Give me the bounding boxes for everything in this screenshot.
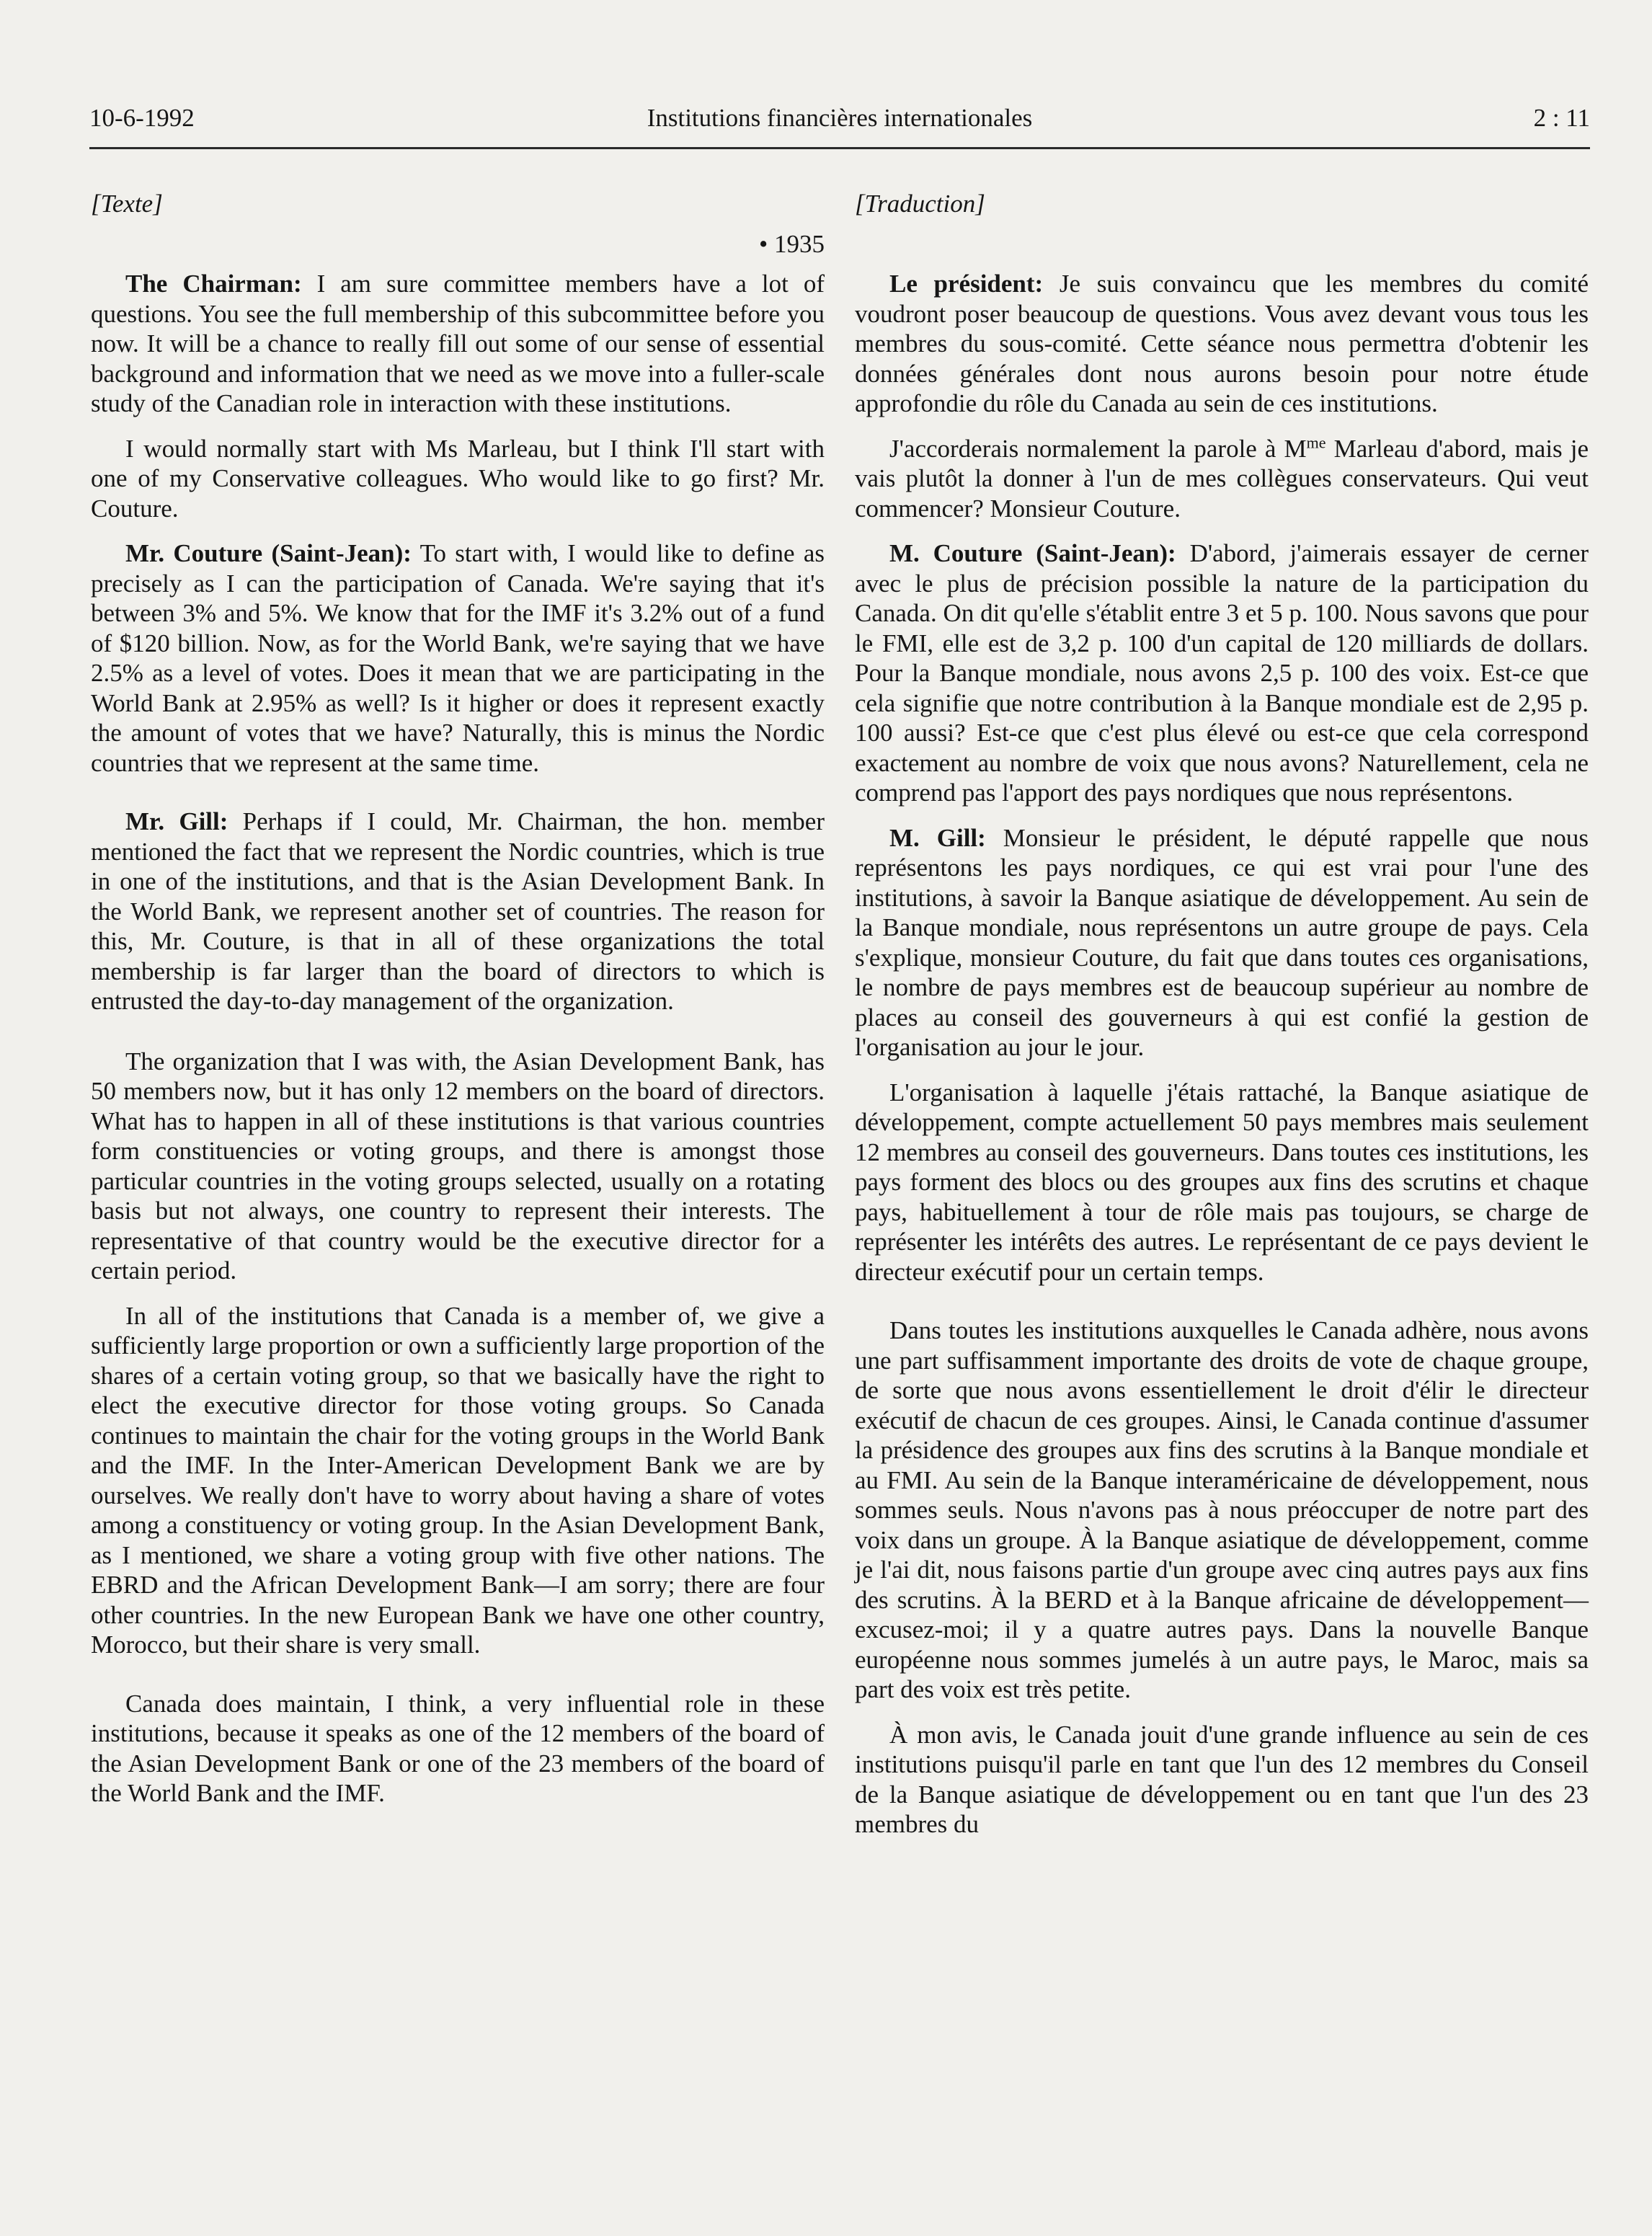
superscript: me [1306,432,1326,451]
paragraph [91,538,825,778]
paragraph-text: Je suis convaincu que les membres du comité voudront poser beaucoup de questions. Vous avez devant vous tous les membres du sous-comité. Cette séance nous permettra d'obtenir les données générales dont nous aurons besoin pour notre étude approfondie du rôle du Canada au sein de ces institutions. [855,270,1589,417]
paragraph: Dans toutes les institutions auxquelles le Canada adhère, nous avons une part suffisamment importante des droits de vote de chaque groupe, de sorte que nous avons essentiellement le droit d'élir le directeur exécutif de chacun de ces groupes. Ainsi, le Canada continue d'assumer la présidence des groupes aux fins des scrutins à la Banque mondiale et au FMI. Au sein de la Banque interaméricaine de développement, nous sommes seuls. Nous n'avons pas à nous préoccuper de notre part des voix dans un groupe. À la Banque asiatique de développement, comme je l'ai dit, nous faisons partie d'un groupe avec cinq autres pays aux fins des scrutins. À la BERD et à la Banque africaine de développement—excusez-moi; il y a quatre autres pays. Dans la nouvelle Banque européenne nous sommes jumelés à un autre pays, le Maroc, mais sa part des voix est très petite. [855,1316,1589,1703]
speaker-name: Mr. Couture (Saint-Jean): [125,539,412,567]
paragraph: L'organisation à laquelle j'étais rattaché, la Banque asiatique de développement, compte actuellement 50 pays membres mais seulement 12 membres au conseil des gouverneurs. Dans toutes ces institutions, les pays forment des blocs ou des groupes aux fins des scrutins et chaque pays, habituellement à tour de rôle mais pas toujours, se charge de représenter les intérêts des autres. Le représentant de ce pays devient le directeur exécutif pour un certain temps. [855,1078,1589,1286]
paragraph: In all of the institutions that Canada is a member of, we give a sufficiently large proportion or own a sufficiently large proportion of the shares of a certain voting group, so that we basically have the right to elect the executive director for those voting groups. So Canada continues to maintain the chair for the voting groups in the World Bank and the IMF. In the Inter-American Development Bank we are by ourselves. We really don't have to worry about having a share of votes among a constituency or voting group. In the Asian Development Bank, as I mentioned, we share a voting group with five other nations. The EBRD and the African Development Bank—I am sorry; there are four other countries. In the new European Bank we have one other country, Morocco, but their share is very small. [91,1301,825,1659]
paragraph-text: Monsieur le président, le député rappelle que nous représentons les pays nordiques, ce qui est vrai pour l'une des institutions, à savoir la Banque asiatique de développement. Au sein de la Banque mondiale, nous représentons un autre groupe de pays. Cela s'explique, monsieur Couture, du fait que dans toutes ces organisations, le nombre de pays membres est de beaucoup supérieur au nombre de places au conseil des gouverneurs à qui est confié la gestion de l'organisation au jour le jour. [855,823,1589,1061]
paragraph [855,538,1589,808]
language-tag: [Texte] [91,190,163,218]
header-page-number: 2 : 11 [1533,104,1590,132]
paragraph [855,434,1589,524]
language-tag: [Traduction] [855,190,985,218]
speaker-name: Le président: [889,270,1044,298]
header-date: 10-6-1992 [89,104,195,132]
page-header [89,101,1590,149]
paragraph-text: I am sure committee members have a lot of questions. You see the full membership of this subcommittee before you now. It will be a chance to really fill out some of our sense of essential background and information that we need as we move into a fuller-scale study of the Canadian role in interaction with these institutions. [91,270,825,417]
speaker-name: The Chairman: [125,270,302,298]
paragraph: À mon avis, le Canada jouit d'une grande influence au sein de ces institutions puisqu'il parle en tant que l'un des 12 membres du Conseil de la Banque asiatique de développement ou en tant que l'un des 23 membres du [855,1720,1589,1838]
speaker-name: M. Gill: [889,823,986,852]
french-column [855,189,1589,2207]
paragraph-text: D'abord, j'aimerais essayer de cerner avec le plus de précision possible la nature de la participation du Canada. On dit qu'elle s'établit entre 3 et 5 p. 100. Nous savons que pour le FMI, elle est de 3,2 p. 100 d'un capital de 120 milliards de dollars. Pour la Banque mondiale, nous avons 2,5 p. 100 des voix. Est-ce que cela signifie que notre contribution à la Banque mondiale est de 2,95 p. 100 aussi? Est-ce que c'est plus élevé ou est-ce que cela correspond exactement au nombre de voix que nous avons? Naturellement, cela ne comprend pas l'apport des pays nordiques que nous représentons. [855,539,1589,807]
speaker-name: M. Couture (Saint-Jean): [889,539,1176,567]
english-column [91,189,825,2207]
paragraph-text: Marleau d'abord, mais je vais plutôt la donner à l'un de mes collègues conservateurs. Qui veut commencer? Monsieur Couture. [855,434,1589,523]
paragraph: I would normally start with Ms Marleau, but I think I'll start with one of my Conservative colleagues. Who would like to go first? Mr. Couture. [91,434,825,523]
paragraph [91,269,825,419]
paragraph [855,823,1589,1062]
paragraph [91,807,825,1016]
paragraph: The organization that I was with, the Asian Development Bank, has 50 members now, but it has only 12 members on the board of directors. What has to happen in all of these institutions is that various countries form constituencies or voting groups, and there is amongst those particular countries in the voting groups selected, usually on a rotating basis but not always, one country to represent their interests. The representative of that country would be the executive director for a certain period. [91,1047,825,1285]
paragraph-text: To start with, I would like to define as precisely as I can the participation of Canada. We're saying that it's between 3% and 5%. We know that for the IMF it's 3.2% out of a fund of $120 billion. Now, as for the World Bank, we're saying that we have 2.5% as a level of votes. Does it mean that we are participating in the World Bank at 2.95% as well? Is it higher or does it represent exactly the amount of votes that we have? Naturally, this is minus the Nordic countries that we represent at the same time. [91,539,825,777]
paragraph-text: Perhaps if I could, Mr. Chairman, the hon. member mentioned the fact that we represent the Nordic countries, which is true in one of the institutions, and that is the Asian Development Bank. In the World Bank, we represent another set of countries. The reason for this, Mr. Couture, is that in all of these organizations the total membership is far larger than the board of directors to which is entrusted the day-to-day management of the organization. [91,807,825,1015]
speaker-name: Mr. Gill: [125,807,228,835]
time-marker: • 1935 [758,229,825,258]
paragraph [855,269,1589,419]
paragraph: Canada does maintain, I think, a very influential role in these institutions, because it speaks as one of the 12 members of the board of the Asian Development Bank or one of the 23 members of the board of the World Bank and the IMF. [91,1689,825,1807]
header-title: Institutions financières internationales [647,104,1033,132]
paragraph-text: J'accorderais normalement la parole à M [889,434,1307,463]
